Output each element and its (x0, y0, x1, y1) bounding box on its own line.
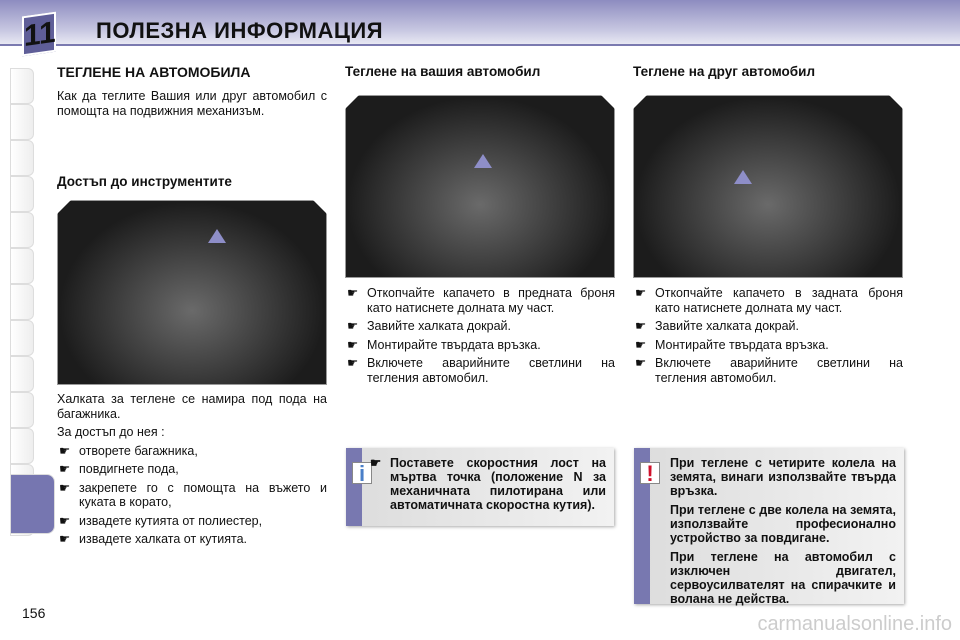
section-title: Теглене на вашия автомобил (345, 64, 541, 79)
list-item (633, 319, 903, 334)
chapter-tab[interactable] (10, 284, 34, 320)
list-item-text: Включете аварийните светлини на тегления автомобил. (367, 356, 615, 385)
list-item (57, 514, 327, 529)
list-item (345, 319, 615, 334)
chapter-tab[interactable] (10, 320, 34, 356)
pointing-hand-icon: ☛ (59, 462, 71, 476)
list-item (57, 532, 327, 547)
warning-paragraph: При теглене с четирите колела на земята, винаги използвайте твърда връзка. (670, 456, 896, 498)
chapter-tab[interactable] (10, 176, 34, 212)
pointing-hand-icon: ☛ (347, 319, 359, 333)
list-item-text: извадете халката от кутията. (79, 532, 248, 546)
access-text (57, 392, 327, 547)
location-text: Халката за теглене се намира под пода на багажника. (57, 392, 327, 421)
page-header (0, 0, 960, 54)
list-item (345, 356, 615, 385)
chapter-tab[interactable] (10, 428, 34, 464)
pointing-hand-icon: ☛ (347, 356, 359, 370)
watermark: carmanualsonline.info (757, 613, 952, 635)
list-item (345, 338, 615, 353)
warning-text (670, 456, 896, 606)
pointing-hand-icon: ☛ (59, 513, 71, 528)
chapter-tab[interactable] (10, 104, 34, 140)
list-item-text: извадете кутията от полиестер, (79, 513, 263, 528)
chapter-title: ПОЛЕЗНА ИНФОРМАЦИЯ (96, 18, 384, 43)
pointing-hand-icon: ☛ (635, 356, 647, 370)
pointing-hand-icon: ☛ (635, 319, 647, 333)
access-label: За достъп до нея : (57, 425, 165, 439)
intro-text: Как да теглите Вашия или друг автомобил с помощта на подвижния механизъм. (57, 89, 327, 118)
section-title: Теглене на друг автомобил (633, 64, 816, 79)
section-title: ТЕГЛЕНЕ НА АВТОМОБИЛА (57, 64, 251, 80)
info-text-body: Поставете скоростния лост на мъртва точка (положение N за механичната пилотирана или автоматичната скоростна кутия). (390, 456, 606, 512)
list-item (57, 444, 327, 459)
rear-bumper-photo (633, 95, 903, 278)
arrow-icon (734, 170, 752, 184)
arrow-icon (474, 154, 492, 168)
list-item (57, 481, 327, 510)
chapter-tab[interactable] (10, 68, 34, 104)
arrow-up-icon (208, 229, 226, 243)
rear-steps (633, 282, 903, 385)
list-item-text: отворете багажника, (79, 443, 198, 458)
chapter-number: 11 (22, 12, 56, 57)
warning-paragraph: При теглене с две колела на земята, използвайте професионално устройство за повдигане. (670, 503, 896, 545)
chapter-tab[interactable] (10, 392, 34, 428)
chapter-tab[interactable] (10, 140, 34, 176)
list-item-text: Завийте халката докрай. (655, 319, 799, 333)
list-item (633, 356, 903, 385)
list-item-text: Монтирайте твърдата връзка. (655, 337, 829, 352)
info-box (346, 448, 614, 526)
pointing-hand-icon: ☛ (347, 337, 359, 352)
chapter-tab[interactable] (10, 356, 34, 392)
list-item (345, 286, 615, 315)
list-item-text: закрепете го с помощта на въжето и куката в корато, (79, 480, 327, 509)
info-text (370, 456, 606, 512)
pointing-hand-icon: ☛ (635, 337, 647, 352)
front-bumper-photo (345, 95, 615, 278)
list-item-text: повдигнете пода, (79, 462, 179, 476)
list-item (633, 338, 903, 353)
info-box-bar (346, 448, 362, 526)
pointing-hand-icon: ☛ (635, 286, 647, 300)
trunk-photo (57, 200, 327, 385)
pointing-hand-icon: ☛ (59, 443, 71, 458)
warning-icon: ! (640, 462, 660, 484)
list-item-text: Откопчайте капачето в предната броня като натиснете долната му част. (367, 286, 615, 315)
info-icon: i (352, 462, 372, 484)
pointing-hand-icon: ☛ (59, 480, 71, 495)
list-item-text: Монтирайте твърдата връзка. (367, 337, 541, 352)
chapter-tabs (10, 68, 34, 536)
list-item (57, 462, 327, 477)
list-item (633, 286, 903, 315)
chapter-tab-selected[interactable] (10, 474, 55, 534)
subsection-title: Достъп до инструментите (57, 174, 232, 189)
chapter-tab[interactable] (10, 248, 34, 284)
list-item-text: Откопчайте капачето в задната броня като натиснете долната му част. (655, 286, 903, 315)
list-item-text: Завийте халката докрай. (367, 319, 511, 333)
chapter-tab[interactable] (10, 212, 34, 248)
warning-box (634, 448, 904, 604)
pointing-hand-icon: ☛ (59, 532, 71, 546)
page-number: 156 (22, 605, 46, 621)
pointing-hand-icon: ☛ (347, 286, 359, 300)
front-steps (345, 282, 615, 385)
warning-paragraph: При теглене на автомобил с изключен двигател, сервоусилвателят на спирачките и волана не действа. (670, 550, 896, 606)
list-item-text: Включете аварийните светлини на тегления автомобил. (655, 356, 903, 385)
pointing-hand-icon: ☛ (370, 456, 382, 470)
